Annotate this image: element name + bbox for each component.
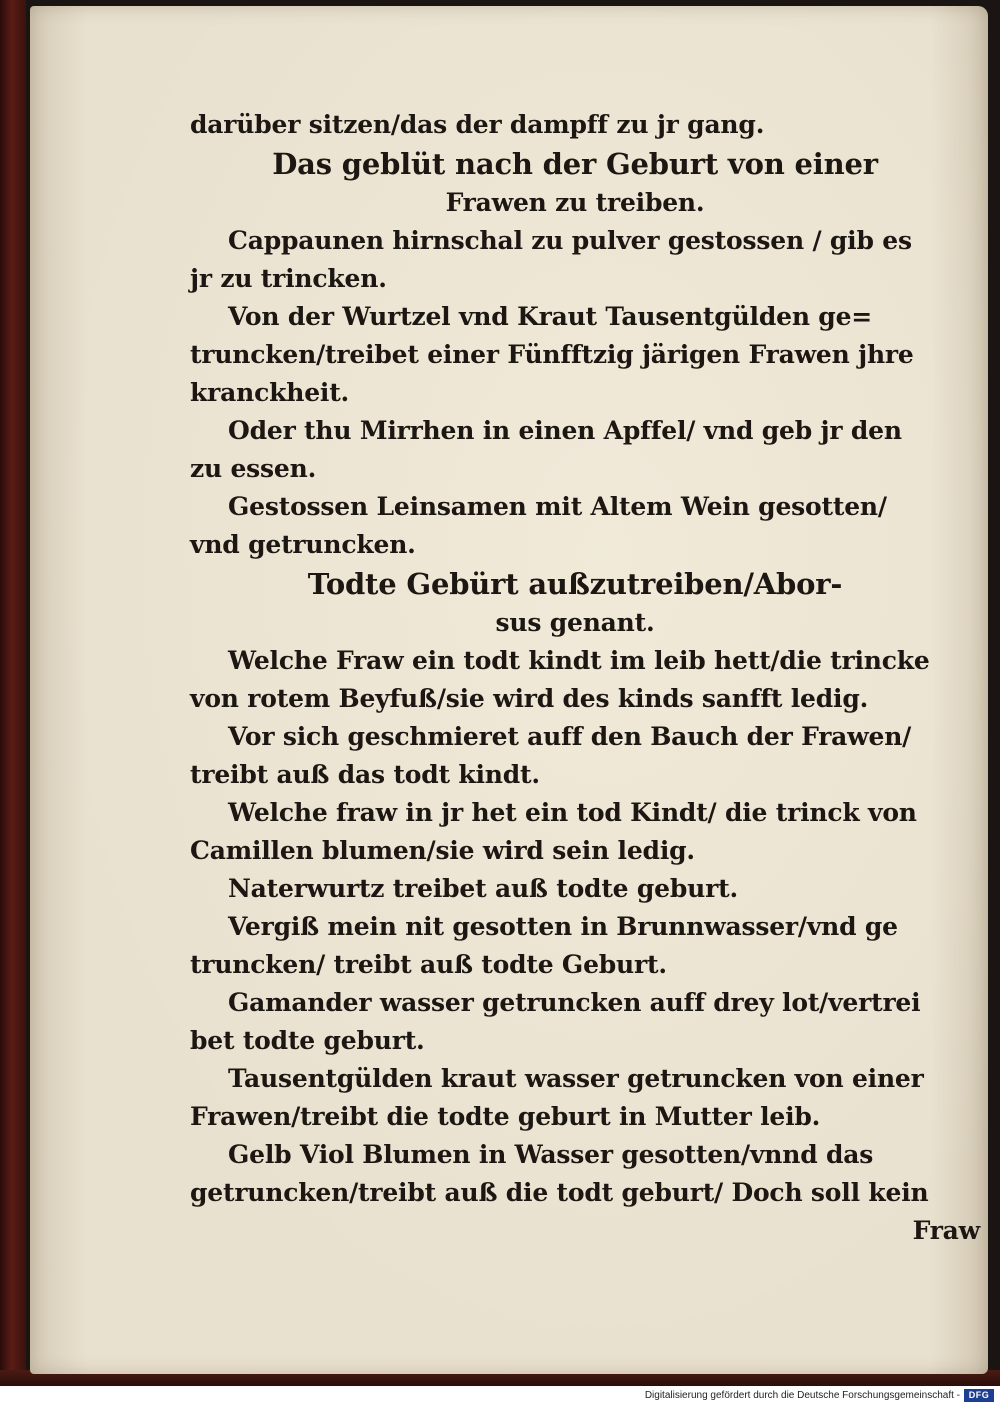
paper-page bbox=[30, 6, 988, 1374]
text-line: Welche Fraw ein todt kindt im leib hett/die trincke bbox=[228, 646, 930, 675]
text-line: Frawen/treibt die todte geburt in Mutter leib. bbox=[190, 1102, 821, 1131]
funding-credit: Digitalisierung gefördert durch die Deutsche Forschungsgemeinschaft - bbox=[644, 1390, 960, 1401]
section-heading: Todte Gebürt außzutreiben/Abor- bbox=[307, 567, 843, 601]
text-line: Gestossen Leinsamen mit Altem Wein gesotten/ bbox=[228, 492, 887, 521]
text-line: Gelb Viol Blumen in Wasser gesotten/vnnd das bbox=[228, 1140, 874, 1169]
text-line: Tausentgülden kraut wasser getruncken von einer bbox=[228, 1064, 924, 1093]
text-line: zu essen. bbox=[190, 454, 317, 483]
text-line: Von der Wurtzel vnd Kraut Tausentgülden ge= bbox=[228, 302, 873, 331]
text-line: Camillen blumen/sie wird sein ledig. bbox=[190, 836, 695, 865]
text-line: Gamander wasser getruncken auff drey lot/vertrei bbox=[228, 988, 921, 1017]
text-line: getruncken/treibt auß die todt geburt/ Doch soll kein bbox=[190, 1178, 929, 1207]
catchword: Fraw bbox=[912, 1216, 980, 1245]
book-binding-edge bbox=[0, 0, 26, 1386]
text-line: vnd getruncken. bbox=[190, 530, 416, 559]
text-line: bet todte geburt. bbox=[190, 1026, 425, 1055]
text-line: Naterwurtz treibet auß todte geburt. bbox=[228, 874, 738, 903]
text-line: Welche fraw in jr het ein tod Kindt/ die trinck von bbox=[228, 798, 917, 827]
page-text-block bbox=[190, 106, 990, 1250]
text-line: darüber sitzen/das der dampff zu jr gang. bbox=[190, 110, 765, 139]
text-line: truncken/treibet einer Fünfftzig järigen Frawen jhre bbox=[190, 340, 914, 369]
text-line: Vergiß mein nit gesotten in Brunnwasser/vnd ge bbox=[228, 912, 898, 941]
text-line: kranckheit. bbox=[190, 378, 350, 407]
dfg-logo[interactable]: DFG bbox=[964, 1389, 994, 1402]
text-line: von rotem Beyfuß/sie wird des kinds sanfft ledig. bbox=[190, 684, 869, 713]
text-line: treibt auß das todt kindt. bbox=[190, 760, 540, 789]
section-heading: Das geblüt nach der Geburt von einer bbox=[272, 147, 878, 181]
section-heading-continued: sus genant. bbox=[495, 608, 655, 637]
text-line: jr zu trincken. bbox=[190, 264, 387, 293]
section-heading-continued: Frawen zu treiben. bbox=[445, 188, 705, 217]
text-line: Vor sich geschmieret auff den Bauch der Frawen/ bbox=[228, 722, 912, 751]
text-line: truncken/ treibt auß todte Geburt. bbox=[190, 950, 667, 979]
digitization-footer bbox=[0, 1386, 1000, 1406]
text-line: Cappaunen hirnschal zu pulver gestossen / gib es bbox=[228, 226, 912, 255]
text-line: Oder thu Mirrhen in einen Apffel/ vnd geb jr den bbox=[228, 416, 902, 445]
